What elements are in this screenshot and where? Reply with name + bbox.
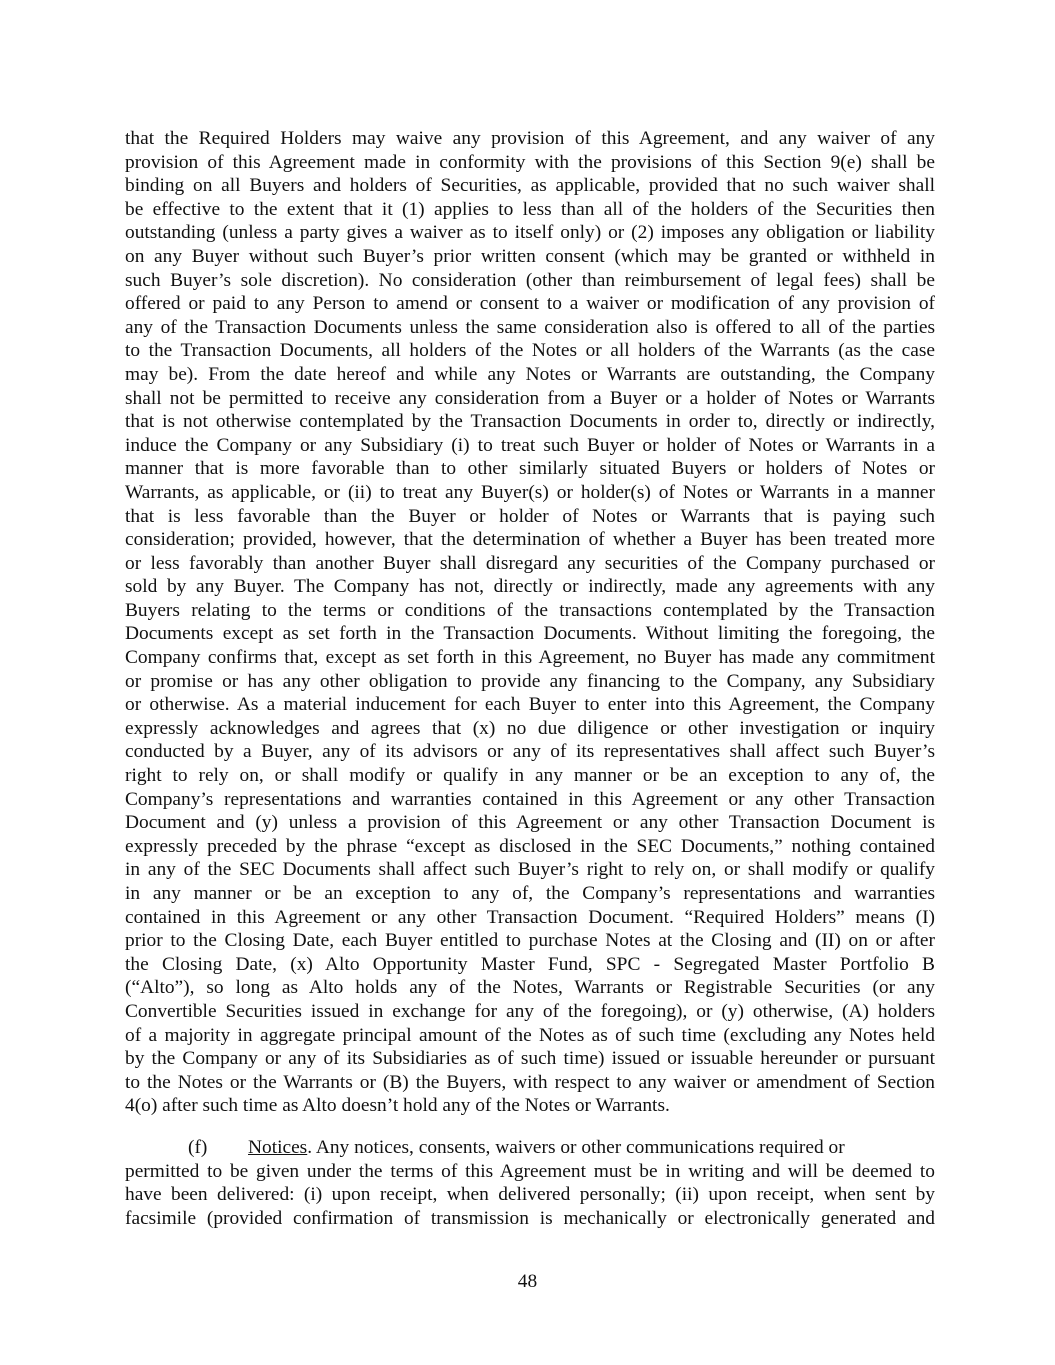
text-line: permitted to be given under the terms of this Agreement must be in writing and will be deemed to [125, 1160, 935, 1182]
text-line: manner that is more favorable than to other similarly situated Buyers or holders of Notes or [125, 458, 935, 480]
text-line: contained in this Agreement or any other Transaction Document. “Required Holders” means (I) [125, 906, 935, 928]
text-line: in any manner or be an exception to any of, the Company’s representations and warranties [125, 883, 935, 904]
text-line: induce the Company or any Subsidiary (i) to treat such Buyer or holder of Notes or Warrants in a [125, 434, 935, 456]
text-line: or otherwise. As a material inducement for each Buyer to enter into this Agreement, the Company [125, 694, 935, 716]
text-line: expressly acknowledges and agrees that (x) no due diligence or other investigation or inquiry [125, 717, 935, 739]
text-line: prior to the Closing Date, each Buyer entitled to purchase Notes at the Closing and (II) on or after [125, 930, 935, 952]
section-title: Notices [248, 1136, 308, 1158]
text-line: that the Required Holders may waive any provision of this Agreement, and any waiver of any [125, 128, 935, 149]
text-line: in any of the SEC Documents shall affect such Buyer’s right to rely on, or shall modify or qualify [125, 859, 935, 881]
text-line: expressly preceded by the phrase “except as disclosed in the SEC Documents,” nothing contained [125, 835, 935, 857]
text-line: Convertible Securities issued in exchange for any of the foregoing), or (y) otherwise, (A) holders [125, 1000, 935, 1022]
paragraph-spacer [125, 1118, 935, 1136]
text-line: consideration; provided, however, that the determination of whether a Buyer has been treated more [125, 529, 935, 551]
text-line: sold by any Buyer. The Company has not, directly or indirectly, made any agreements with any [125, 576, 935, 598]
text-line: any of the Transaction Documents unless the same consideration also is offered to all of the parties [125, 316, 935, 338]
text-line: on any Buyer without such Buyer’s prior written consent (which may be granted or withheld in [125, 245, 935, 267]
text-line: provision of this Agreement made in conformity with the provisions of this Section 9(e) shall be [125, 151, 935, 173]
text-line: Company confirms that, except as set forth in this Agreement, no Buyer has made any commitment [125, 647, 935, 669]
text-line: right to rely on, or shall modify or qualify in any manner or be an exception to any of, the [125, 765, 935, 787]
text-line: outstanding (unless a party gives a waiver as to itself only) or (2) imposes any obligation or liability [125, 222, 935, 244]
text-line: facsimile (provided confirmation of transmission is mechanically or electronically generated and [125, 1207, 935, 1229]
paragraph-continuation [125, 127, 935, 1118]
text-line: by the Company or any of its Subsidiaries as of such time) issued or issuable hereunder or pursuant [125, 1048, 935, 1070]
text-line: to the Transaction Documents, all holders of the Notes or all holders of the Warrants (as the case [125, 340, 935, 362]
text-line: or less favorably than another Buyer shall disregard any securities of the Company purchased or [125, 552, 935, 574]
text-fragment: . Any notices, consents, waivers or other communications required or [307, 1136, 845, 1158]
text-line: the Closing Date, (x) Alto Opportunity Master Fund, SPC - Segregated Master Portfolio B [125, 953, 935, 975]
text-line: Buyers relating to the terms or conditions of the transactions contemplated by the Transaction [125, 599, 935, 621]
text-line: 4(o) after such time as Alto doesn’t hold any of the Notes or Warrants. [125, 1095, 670, 1117]
text-line: Documents except as set forth in the Transaction Documents. Without limiting the foregoing, the [125, 623, 935, 645]
text-line: Document and (y) unless a provision of this Agreement or any other Transaction Document is [125, 812, 935, 834]
text-line: such Buyer’s sole discretion). No consideration (other than reimbursement of legal fees) shall be [125, 269, 935, 291]
text-line: or promise or has any other obligation to provide any financing to the Company, any Subsidiary [125, 670, 935, 692]
text-line: of a majority in aggregate principal amount of the Notes as of such time (excluding any Notes held [125, 1024, 935, 1046]
notices-section [125, 1136, 935, 1230]
page-number: 48 [517, 1271, 538, 1292]
text-line: that is less favorable than the Buyer or holder of Notes or Warrants that is paying such [125, 505, 935, 527]
text-line: conducted by a Buyer, any of its advisors or any of its representatives shall affect such Buyer’s [125, 741, 935, 763]
section-number: (f) [188, 1136, 208, 1158]
text-line: may be). From the date hereof and while any Notes or Warrants are outstanding, the Company [125, 363, 935, 385]
text-line: Company’s representations and warranties contained in this Agreement or any other Transaction [125, 788, 935, 810]
text-line: that is not otherwise contemplated by the Transaction Documents in order to, directly or indirectly, [125, 411, 935, 433]
text-line: shall not be permitted to receive any consideration from a Buyer or a holder of Notes or Warrants [125, 387, 935, 409]
text-line: offered or paid to any Person to amend or consent to a waiver or modification of any provision of [125, 293, 935, 315]
text-line: be effective to the extent that it (1) applies to less than all of the holders of the Securities then [125, 198, 935, 220]
document-body [125, 127, 935, 1230]
text-line: binding on all Buyers and holders of Securities, as applicable, provided that no such waiver shall [125, 175, 935, 197]
text-line: Warrants, as applicable, or (ii) to treat any Buyer(s) or holder(s) of Notes or Warrants in a manner [125, 481, 935, 503]
notices-heading-line [125, 1136, 935, 1160]
text-line: have been delivered: (i) upon receipt, when delivered personally; (ii) upon receipt, when sent by [125, 1184, 935, 1206]
text-line: (“Alto”), so long as Alto holds any of the Notes, Warrants or Registrable Securities (or any [125, 977, 935, 999]
text-line: to the Notes or the Warrants or (B) the Buyers, with respect to any waiver or amendment of Section [125, 1071, 935, 1093]
